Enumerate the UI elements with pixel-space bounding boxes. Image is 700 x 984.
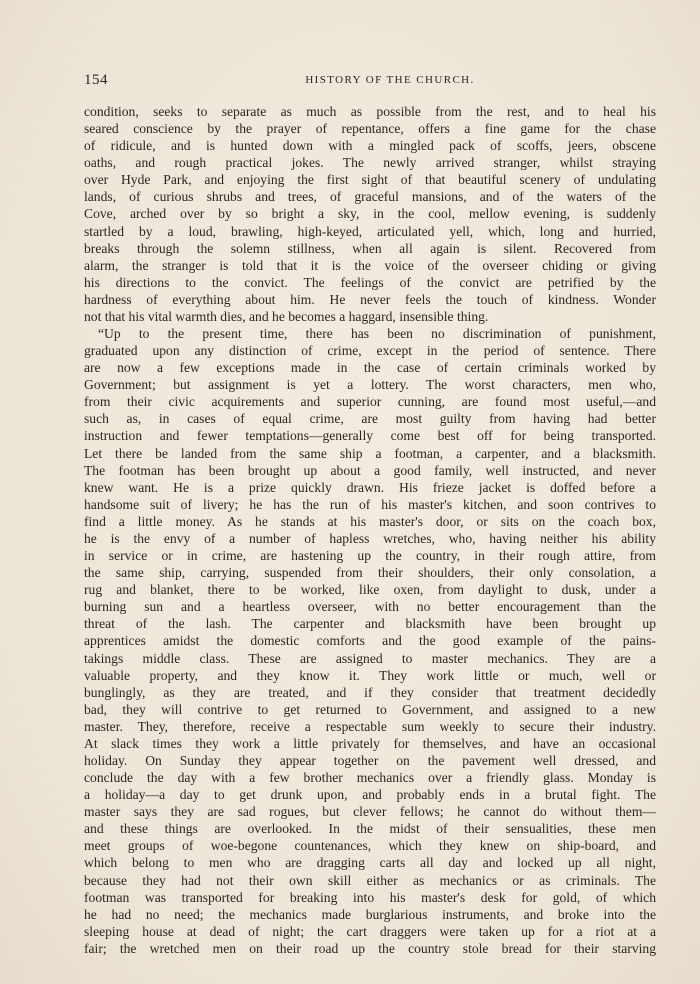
- text-line: The footman has been brought up about a good family, well instructed, and never: [84, 462, 656, 478]
- text-line: handsome suit of livery; he has the run of his master's kitchen, and soon contrives to: [84, 496, 656, 512]
- text-line: burning sun and a heartless overseer, with no better encouragement than the: [84, 599, 656, 615]
- page-header: [84, 72, 656, 92]
- text-line: are now a few exceptions made in the case of certain criminals worked by: [84, 360, 656, 376]
- paragraph-end-line: not that his vital warmth dies, and he becomes a haggard, insensible thing.: [84, 308, 489, 324]
- text-line: At slack times they work a little privately for themselves, and have an occasional: [84, 735, 656, 751]
- text-line: oaths, and rough practical jokes. The newly arrived stranger, whilst straying: [84, 155, 656, 171]
- text-line: he is the envy of a number of hapless wretches, who, having neither his ability: [84, 530, 656, 546]
- text-line: Government; but assignment is yet a lottery. The worst characters, men who,: [84, 377, 656, 393]
- text-line: bunglingly, as they are treated, and if they consider that treatment decidedly: [84, 684, 656, 700]
- text-line: a holiday—a day to get drunk upon, and probably ends in a brutal fight. The: [84, 787, 656, 803]
- text-line: find a little money. As he stands at his master's door, or sits on the coach box,: [84, 513, 656, 529]
- text-line: and these things are overlooked. In the midst of their sensualities, these men: [84, 821, 656, 837]
- running-head: HISTORY OF THE CHURCH.: [305, 74, 475, 86]
- text-line: Cove, arched over by so bright a sky, in the cool, mellow evening, is suddenly: [84, 206, 656, 222]
- body-text: [84, 103, 656, 957]
- text-line: because they had not their own skill either as mechanics or as criminals. The: [84, 872, 656, 888]
- text-line: lands, of curious shrubs and trees, of graceful mansions, and of the waters of the: [84, 189, 656, 205]
- text-line: sleeping house at dead of night; the cart draggers were taken up for a riot at a: [84, 923, 656, 939]
- text-line: Let there be landed from the same ship a footman, a carpenter, and a blacksmith.: [84, 445, 656, 461]
- text-line: valuable property, and they know it. They work little or much, well or: [84, 667, 656, 683]
- text-line: footman was transported for breaking into his master's desk for gold, of which: [84, 889, 656, 905]
- paragraph-start-line: “Up to the present time, there has been no discrimination of punishment,: [98, 326, 656, 342]
- text-line: knew want. He is a prize quickly drawn. His frieze jacket is doffed before a: [84, 479, 656, 495]
- text-line: apprentices amidst the domestic comforts and the good example of the pains-: [84, 633, 656, 649]
- text-line: in service or in crime, are hastening up the country, in their rough attire, from: [84, 548, 656, 564]
- text-line: hardness of everything about him. He never feels the touch of kindness. Wonder: [84, 291, 656, 307]
- text-line: startled by a loud, brawling, high-keyed, articulated yell, which, long and hurried,: [84, 223, 656, 239]
- text-line: bad, they will contrive to get returned to Government, and assigned to a new: [84, 701, 656, 717]
- text-line: rug and blanket, there to be worked, like oxen, from daylight to dusk, under a: [84, 582, 656, 598]
- text-line: master. They, therefore, receive a respectable sum weekly to secure their industry.: [84, 718, 656, 734]
- text-line: meet groups of woe-begone countenances, which they knew on ship-board, and: [84, 838, 656, 854]
- text-line: of ridicule, and is hunted down with a mingled pack of scoffs, jeers, obscene: [84, 138, 656, 154]
- text-line: master says they are sad rogues, but clever fellows; he cannot do without them—: [84, 804, 656, 820]
- page-number: 154: [84, 72, 108, 88]
- text-line: threat of the lash. The carpenter and blacksmith have been brought up: [84, 616, 656, 632]
- text-line: takings middle class. These are assigned to master mechanics. They are a: [84, 650, 656, 666]
- text-line: breaks through the solemn stillness, when all again is silent. Recovered from: [84, 240, 656, 256]
- text-line: graduated upon any distinction of crime, except in the period of sentence. There: [84, 343, 656, 359]
- text-line: seared conscience by the prayer of repentance, offers a fine game for the chase: [84, 121, 656, 137]
- text-line: his directions to the convict. The feelings of the convict are petrified by the: [84, 274, 656, 290]
- text-line: alarm, the stranger is told that it is the voice of the overseer chiding or giving: [84, 257, 656, 273]
- text-line: conclude the day with a few brother mechanics over a friendly glass. Monday is: [84, 770, 656, 786]
- text-line: which belong to men who are dragging carts all day and locked up all night,: [84, 855, 656, 871]
- text-line: over Hyde Park, and enjoying the first sight of that beautiful scenery of undulating: [84, 172, 656, 188]
- text-line: he had no need; the mechanics made burglarious instruments, and broke into the: [84, 906, 656, 922]
- text-line: instruction and fewer temptations—generally come best off for being transported.: [84, 428, 656, 444]
- text-line: holiday. On Sunday they appear together on the pavement well dressed, and: [84, 752, 656, 768]
- text-line: fair; the wretched men on their road up the country stole bread for their starving: [84, 940, 656, 956]
- text-line: condition, seeks to separate as much as possible from the rest, and to heal his: [84, 104, 656, 119]
- text-line: from their civic acquirements and superior cunning, are found most useful,—and: [84, 394, 656, 410]
- text-line: such as, in cases of equal crime, are most guilty from having had better: [84, 411, 656, 427]
- text-line: the same ship, carrying, suspended from their shoulders, their only consolation, a: [84, 565, 656, 581]
